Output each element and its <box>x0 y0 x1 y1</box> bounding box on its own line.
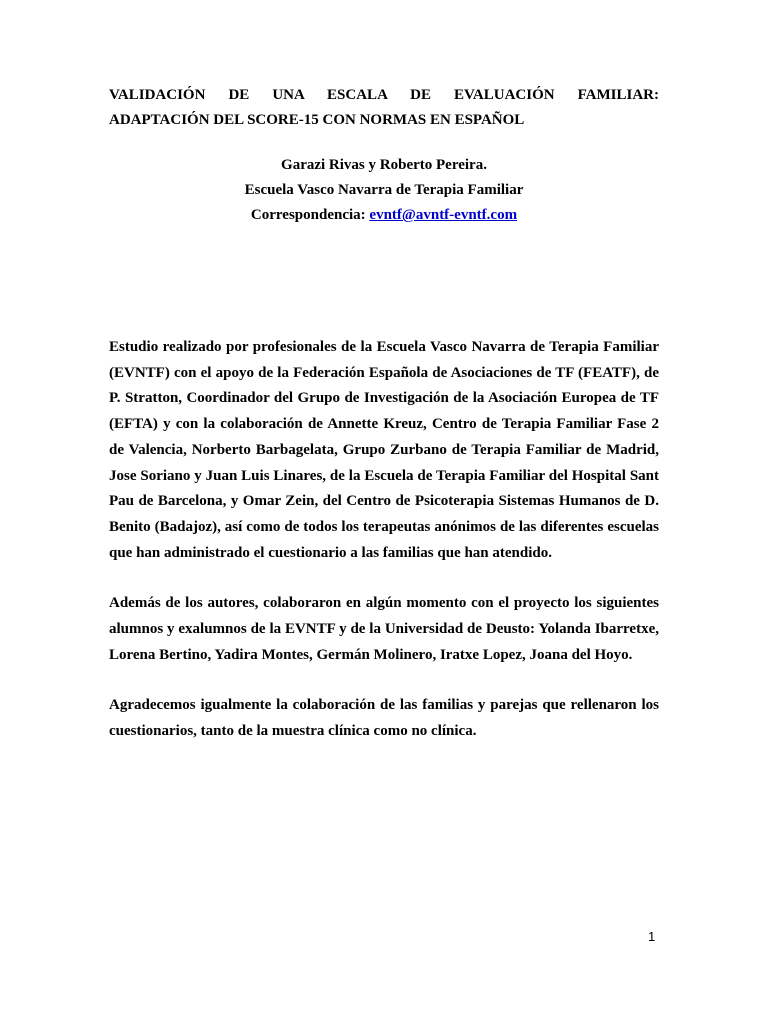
paragraph-study-info: Estudio realizado por profesionales de la Escuela Vasco Navarra de Terapia Familiar (EVNTF) con el apoyo de la Federación Española de Asociaciones de TF (FEATF), de P. Stratton, Coordinador del Grupo de Investigación de la Asociación Europea de TF (EFTA) y con la colaboración de Annette Kreuz, Centro de Terapia Familiar Fase 2 de Valencia, Norberto Barbagelata, Grupo Zurbano de Terapia Familiar de Madrid, Jose Soriano y Juan Luis Linares, de la Escuela de Terapia Familiar del Hospital Sant Pau de Barcelona, y Omar Zein, del Centro de Psicoterapia Sistemas Humanos de D. Benito (Badajoz), así como de todos los terapeutas anónimos de las diferentes escuelas que han administrado el cuestionario a las familias que han atendido. <box>109 339 659 561</box>
title-line-2: ADAPTACIÓN DEL SCORE-15 CON NORMAS EN ESPAÑOL <box>109 112 525 128</box>
title-line-1: VALIDACIÓN DE UNA ESCALA DE EVALUACIÓN FAMILIAR: <box>109 87 659 103</box>
correspondence-label: Correspondencia: <box>250 207 370 223</box>
correspondence-email-link[interactable]: evntf@avntf-evntf.com <box>369 207 518 223</box>
document-body <box>109 83 659 745</box>
paragraph-collaborators: Además de los autores, colaboraron en algún momento con el proyecto los siguientes alumnos y exalumnos de la EVNTF y de la Universidad de Deusto: Yolanda Ibarretxe, Lorena Bertino, Yadira Montes, Germán Molinero, Iratxe Lopez, Joana del Hoyo. <box>109 595 659 663</box>
author-block <box>109 153 659 228</box>
institution: Escuela Vasco Navarra de Terapia Familiar <box>244 182 524 198</box>
page-number: 1 <box>648 929 656 944</box>
paragraph-acknowledgements: Agradecemos igualmente la colaboración de las familias y parejas que rellenaron los cuestionarios, tanto de la muestra clínica como no clínica. <box>109 697 659 740</box>
authors: Garazi Rivas y Roberto Pereira. <box>281 157 487 173</box>
correspondence <box>109 203 659 228</box>
